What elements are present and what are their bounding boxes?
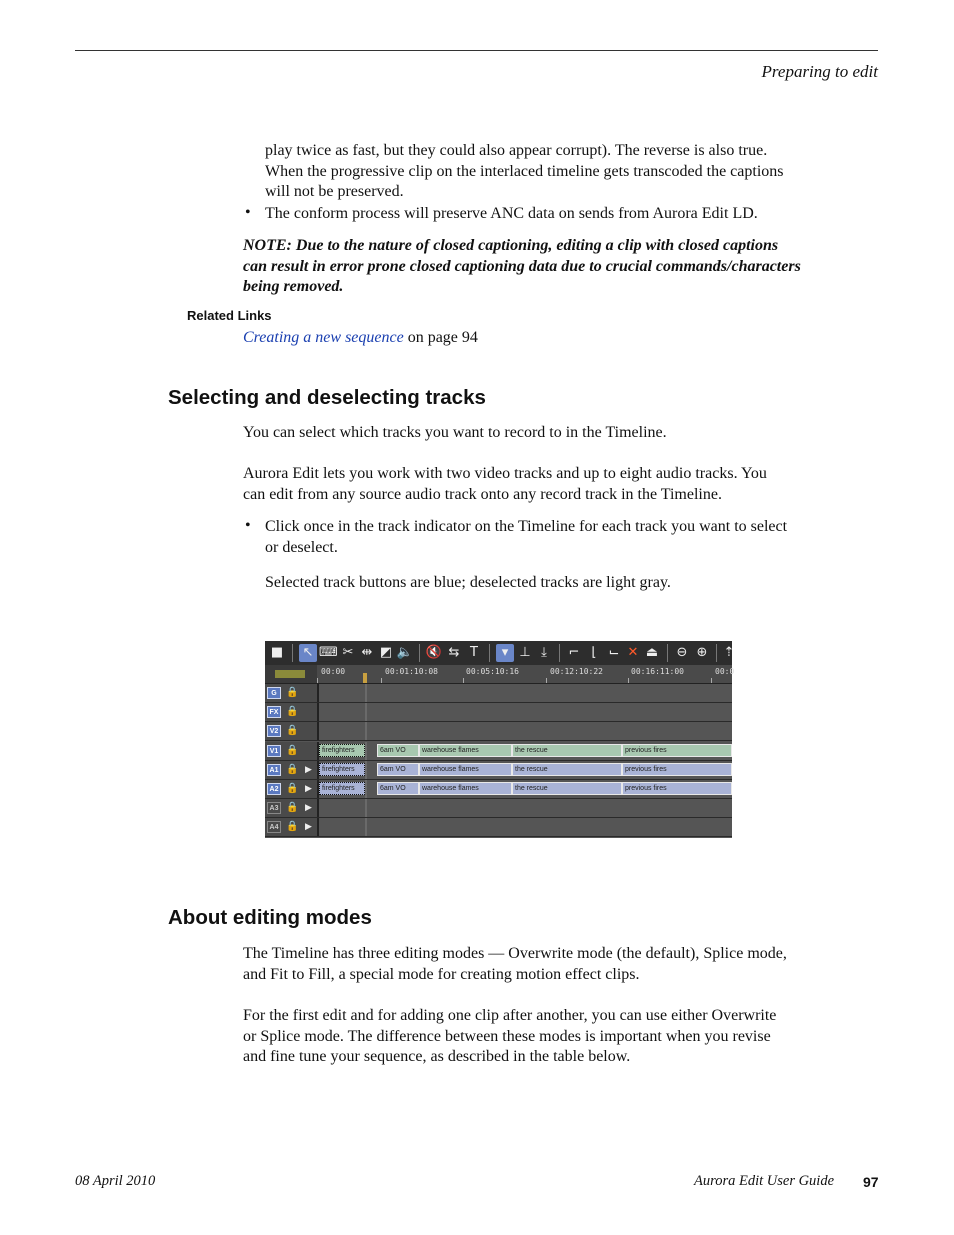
ruler-tick [628,678,629,683]
timeline-clip[interactable]: the rescue [512,782,622,795]
related-link-line [243,328,478,349]
timeline-toolbar [265,641,735,666]
pointer-tool-icon[interactable]: ↖ [299,644,317,662]
timeline-track [265,722,732,741]
text-line: and fine tune your sequence, as described in the table below. [243,1048,631,1065]
text-line: play twice as fast, but they could also appear corrupt). The reverse is also true. [265,142,768,159]
track-header [265,818,319,836]
track-header [265,684,319,702]
track-indicator-button[interactable]: V1 [267,745,281,757]
trim-icon[interactable]: ⇹ [361,645,373,660]
delete-icon[interactable]: ✕ [627,645,639,660]
lock-icon[interactable]: 🔒 [286,821,299,833]
lock-icon[interactable]: 🔒 [286,687,299,698]
timeline-clip[interactable]: 6am VO [377,744,419,757]
text-line: or Splice mode. The difference between these modes is important when you revise [243,1027,771,1045]
track-indicator-button[interactable]: G [267,687,281,699]
track-divider [365,818,367,836]
track-header [265,722,319,740]
timecode-label: 00:00 [321,667,346,676]
ruler-tick [463,678,464,683]
section-heading-modes: About editing modes [168,906,372,929]
lock-icon[interactable]: 🔒 [286,783,299,794]
note-line: being removed. [243,278,344,295]
text-line: Click once in the track indicator on the Timeline for each track you want to select [265,518,788,535]
timecode-label: 00:16:11:00 [631,667,684,676]
bullet-marker: • [245,517,251,534]
timeline-track [265,780,732,799]
zoom-slider[interactable] [275,670,305,678]
text-line: Aurora Edit lets you work with two video tracks and up to eight audio tracks. You [243,465,767,482]
lock-icon[interactable]: 🔒 [286,744,299,756]
running-head: Preparing to edit [761,62,878,81]
continuation-paragraph [265,141,784,203]
related-links-heading: Related Links [187,308,272,323]
text-line: can edit from any source audio track onto any record track in the Timeline. [243,485,722,503]
track-header [265,703,319,721]
lift-icon[interactable]: ⌐ [568,645,580,660]
section1-result: Selected track buttons are blue; deselected tracks are light gray. [265,574,671,591]
note-block [243,236,801,298]
track-divider [365,722,367,740]
timecode-label: 00:0 [715,667,735,676]
timeline-track [265,684,732,703]
timeline-clip[interactable]: previous fires [622,744,732,757]
track-header [265,761,319,779]
lock-icon[interactable]: 🔒 [286,706,299,718]
timeline-clip[interactable]: warehouse flames [419,763,512,776]
track-header [265,799,319,817]
audio-mute-icon[interactable]: 🔇 [425,645,443,660]
contrast-icon[interactable]: ◩ [379,645,393,660]
track-divider [365,684,367,702]
section1-para2 [243,464,767,505]
splice-mode-icon[interactable]: ⊥ [519,645,531,660]
bullet-anc-text: The conform process will preserve ANC data on sends from Aurora Edit LD. [265,205,758,222]
timeline-clip[interactable]: firefighters [319,763,365,776]
track-indicator-button[interactable]: A4 [267,821,281,833]
section1-bullet [265,517,787,558]
header-rule [75,50,878,51]
ruler-tick [317,678,318,683]
text-line: or deselect. [265,538,338,556]
timeline-clip[interactable]: warehouse flames [419,782,512,795]
track-divider [365,761,367,779]
note-line: can result in error prone closed captioning data due to crucial commands/characters [243,257,801,275]
ruler-scale[interactable] [317,665,735,683]
ripple-icon[interactable]: ⌙ [608,645,620,660]
zoom-out-icon[interactable]: ⊖ [676,645,688,660]
playhead[interactable] [363,673,367,683]
track-area[interactable] [319,742,732,760]
toolbar-divider [716,644,717,662]
section1-para1: You can select which tracks you want to record to in the Timeline. [243,424,667,441]
timecode-label: 00:05:10:16 [466,667,519,676]
track-indicator-button[interactable]: FX [267,706,281,718]
track-divider [365,780,367,798]
text-line: and Fit to Fill, a special mode for creating motion effect clips. [243,965,640,983]
timeline-clip[interactable]: firefighters [319,744,365,757]
timeline-track [265,818,732,837]
text-line: The Timeline has three editing modes — Overwrite mode (the default), Splice mode, [243,945,787,962]
timeline-clip[interactable]: the rescue [512,763,622,776]
bullet-marker: • [245,204,251,221]
toolbar-divider [489,644,490,662]
section2-para1 [243,944,787,985]
track-divider [365,799,367,817]
track-area[interactable] [319,799,732,817]
track-indicator-button[interactable]: V2 [267,725,281,737]
timecode-label: 00:01:10:08 [385,667,438,676]
toolbar-divider [419,644,420,662]
timeline-clip[interactable]: 6am VO [377,782,419,795]
track-area[interactable] [319,703,732,721]
timeline-clip[interactable]: 6am VO [377,763,419,776]
audio-level-icon[interactable]: ⇆ [448,645,460,660]
fit-to-fill-icon[interactable]: ⤓ [541,645,547,660]
expand-arrow-icon[interactable]: ▶ [305,822,312,833]
speaker-icon[interactable]: 🔈 [396,645,414,660]
timeline-ruler [265,665,735,684]
expand-arrow-icon[interactable]: ▶ [305,784,312,794]
timeline-track [265,761,732,780]
section-heading-tracks: Selecting and deselecting tracks [168,386,486,409]
track-area[interactable] [319,684,732,702]
match-frame-icon[interactable]: ⏏ [645,645,659,660]
timeline-track [265,703,732,722]
timeline-track [265,799,732,818]
expand-arrow-icon[interactable]: ▶ [305,764,312,775]
lock-icon[interactable]: 🔒 [286,763,299,775]
text-line: will not be preserved. [265,183,404,200]
toolbar-divider [292,644,293,662]
toolbar-divider [559,644,560,662]
track-indicator-button[interactable]: A3 [267,802,281,814]
track-area[interactable] [319,722,732,740]
footer-date: 08 April 2010 [75,1173,156,1189]
text-line: For the first edit and for adding one clip after another, you can use either Overwrite [243,1007,777,1024]
link-page-ref: on page 94 [403,329,478,346]
timeline-screenshot [265,641,735,838]
timeline-clip[interactable]: firefighters [319,782,365,795]
ruler-tick [381,678,382,683]
note-line: NOTE: Due to the nature of closed captioning, editing a clip with closed captions [243,237,779,254]
export-icon[interactable]: ⇡ [723,645,735,660]
lock-icon[interactable]: 🔒 [286,725,299,737]
text-tool-icon[interactable]: T [470,645,478,660]
overwrite-mode-icon[interactable]: ▾ [496,644,514,662]
timecode-label: 00:12:10:22 [550,667,603,676]
track-area[interactable] [319,818,732,836]
track-header [265,742,319,760]
track-divider [365,742,367,760]
timeline-clip[interactable]: warehouse flames [419,744,512,757]
timeline-clip[interactable]: previous fires [622,782,732,795]
track-header [265,780,319,798]
timeline-clip[interactable]: previous fires [622,763,732,776]
zoom-in-icon[interactable]: ⊕ [696,645,708,660]
toolbar-divider [667,644,668,662]
track-area[interactable] [319,780,732,798]
lock-icon[interactable]: 🔒 [286,802,299,814]
expand-arrow-icon[interactable]: ▶ [305,803,312,814]
track-divider [365,703,367,721]
track-indicator-button[interactable]: A2 [267,783,281,795]
ruler-tick [546,678,547,683]
section2-para2 [243,1006,776,1068]
stop-icon[interactable]: ■ [270,645,284,660]
track-indicator-button[interactable]: A1 [267,764,281,776]
extract-icon[interactable]: ⌊ [591,645,597,660]
keyboard-icon[interactable]: ⌨ [319,645,338,660]
ruler-tick [711,678,712,683]
track-area[interactable] [319,761,732,779]
creating-sequence-link[interactable]: Creating a new sequence [243,329,404,346]
razor-icon[interactable]: ✂ [342,645,354,660]
footer-guide-title: Aurora Edit User Guide [694,1173,835,1189]
page-number: 97 [863,1174,879,1190]
text-line: When the progressive clip on the interlaced timeline gets transcoded the captions [265,162,784,180]
timeline-track [265,742,732,761]
timeline-clip[interactable]: the rescue [512,744,622,757]
